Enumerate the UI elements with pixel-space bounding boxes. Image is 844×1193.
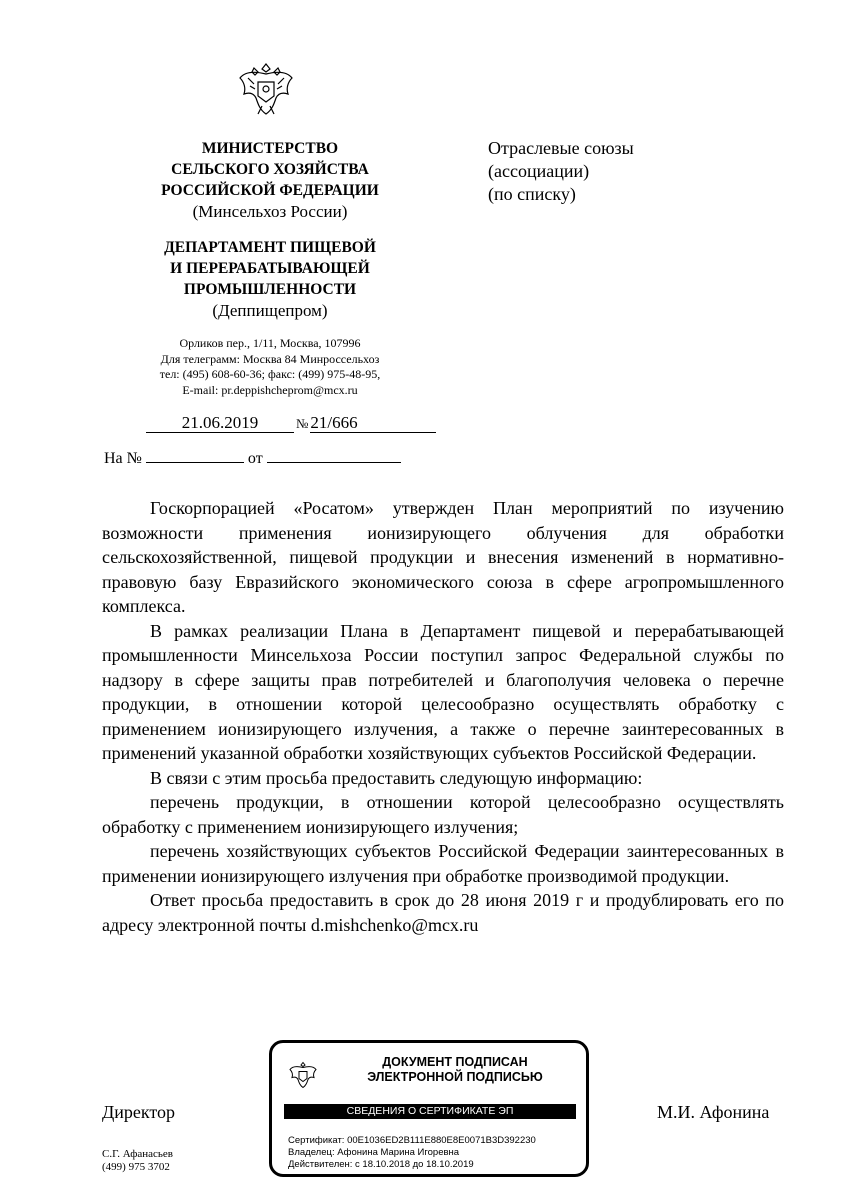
number-sign: №: [296, 416, 309, 431]
telegram-line: Для телеграмм: Москва 84 Минроссельхоз: [160, 351, 380, 366]
ministry-name-line3: РОССИЙСКОЙ ФЕДЕРАЦИИ: [161, 182, 379, 199]
phone-fax-line: тел: (495) 608-60-36; факс: (499) 975-48-95,: [159, 367, 381, 381]
email-line: E-mail: pr.deppishcheprom@mcx.ru: [182, 382, 358, 397]
department-short-name: (Деппищепром): [212, 301, 328, 320]
executor-name: С.Г. Афанасьев: [102, 1148, 173, 1160]
department-name-line2: И ПЕРЕРАБАТЫВАЮЩЕЙ: [170, 260, 370, 277]
addressee-block: [488, 137, 634, 206]
certificate-validity: Действителен: с 18.10.2018 до 18.10.2019: [288, 1159, 474, 1170]
ref-prefix: На №: [104, 450, 142, 467]
addressee-line3: (по списку): [488, 184, 576, 204]
executor-phone: (499) 975 3702: [102, 1161, 170, 1173]
stamp-title: [332, 1055, 578, 1085]
paragraph: перечень продукции, в отношении которой целесообразно осуществлять обработку с применением ионизирующего излучения;: [102, 792, 784, 837]
ministry-name-line1: МИНИСТЕРСТВО: [201, 140, 339, 157]
addressee-line1: Отраслевые союзы: [488, 138, 634, 158]
ministry-name-line2: СЕЛЬСКОГО ХОЗЯЙСТВА: [171, 161, 369, 178]
coat-of-arms-icon: [236, 58, 296, 120]
electronic-signature-stamp: [269, 1040, 589, 1177]
stamp-title-line2: ЭЛЕКТРОННОЙ ПОДПИСЬЮ: [367, 1070, 543, 1084]
outgoing-number: 21/666: [310, 413, 436, 433]
paragraph: Госкорпорацией «Росатом» утвержден План мероприятий по изучению возможности применения ионизирующего облучения для обработки сельскохозяйственной, пищевой продукции и внесения изменений в нормативно-правовую базу Евразийского экономического союза в сфере агропромышленного комплекса.: [102, 498, 784, 616]
signer-position: Директор: [102, 1102, 176, 1122]
ministry-short-name: (Минсельхоз России): [192, 202, 348, 221]
ref-from: от: [247, 450, 263, 467]
reference-line: [104, 446, 401, 468]
paragraph: Ответ просьба предоставить в срок до 28 июня 2019 г и продублировать его по адресу электронной почты d.mishchenko@mcx.ru: [102, 890, 784, 935]
certificate-details: [288, 1135, 536, 1171]
certificate-info-bar: СВЕДЕНИЯ О СЕРТИФИКАТЕ ЭП: [284, 1104, 576, 1119]
executor-block: [102, 1148, 173, 1174]
department-name-line1: ДЕПАРТАМЕНТ ПИЩЕВОЙ: [164, 239, 376, 256]
paragraph: В рамках реализации Плана в Департамент пищевой и перерабатывающей промышленности Минсельхоза России поступил запрос Федеральной службы по надзору в сфере защиты прав потребителей и благополучия человека о перечне продукции, в отношении которой целесообразно осуществлять обработку с применением ионизирующего излучения, а также о перечне заинтересованных в применений указанной обработки хозяйствующих субъектов Российской Федерации.: [102, 620, 784, 763]
certificate-owner: Владелец: Афонина Марина Игоревна: [288, 1147, 460, 1158]
paragraph: перечень хозяйствующих субъектов Российской Федерации заинтересованных в применении ионизирующего излучения при обработке производимой продукции.: [102, 841, 784, 886]
signer-name: М.И. Афонина: [657, 1102, 770, 1122]
department-name-line3: ПРОМЫШЛЕННОСТИ: [183, 281, 357, 298]
paragraph: В связи с этим просьба предоставить следующую информацию:: [150, 767, 643, 788]
letter-body: [102, 496, 784, 937]
address-line: Орликов пер., 1/11, Москва, 107996: [179, 336, 361, 350]
addressee-line2: (ассоциации): [488, 161, 590, 181]
address-block: [130, 336, 410, 398]
letterhead: [130, 138, 410, 398]
stamp-title-line1: ДОКУМЕНТ ПОДПИСАН: [382, 1055, 528, 1069]
coat-of-arms-icon: [288, 1059, 318, 1091]
outgoing-date: 21.06.2019: [146, 413, 294, 433]
outgoing-number-line: [146, 413, 436, 433]
certificate-serial: Сертификат: 00E1036ED2B111E880E8E0071B3D392230: [288, 1135, 536, 1146]
